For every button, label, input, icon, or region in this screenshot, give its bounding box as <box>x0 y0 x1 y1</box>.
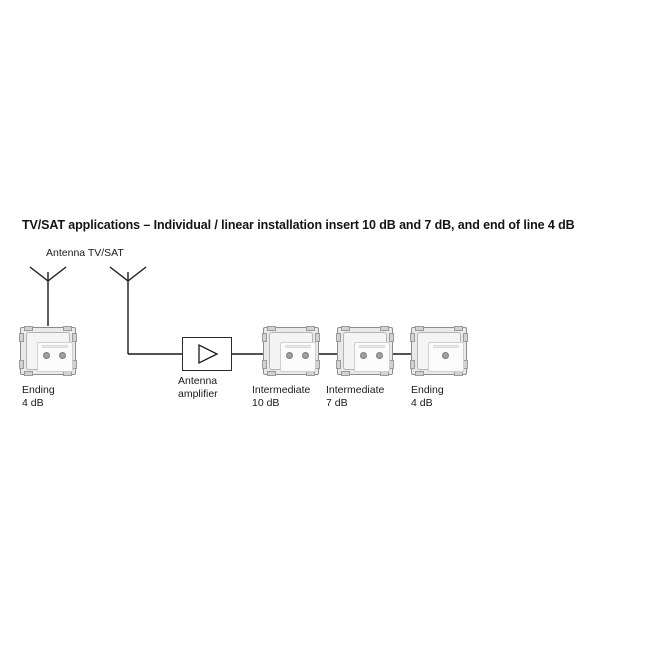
socket-hole <box>302 352 309 359</box>
socket-label-line2: 4 dB <box>411 397 433 409</box>
socket-claw <box>267 371 276 376</box>
socket-intermediate-7db[interactable] <box>337 327 393 375</box>
socket-slot <box>285 345 311 348</box>
socket-claw <box>19 333 24 342</box>
socket-claw <box>24 371 33 376</box>
socket-plate <box>26 332 70 370</box>
socket-claw <box>415 326 424 331</box>
socket-slot <box>433 345 459 348</box>
socket-hole <box>43 352 50 359</box>
diagram-title: TV/SAT applications – Individual / linear installation insert 10 dB and 7 dB, and end of line 4 dB <box>22 218 575 232</box>
socket-hole <box>360 352 367 359</box>
socket-claw <box>19 360 24 369</box>
socket-claw <box>24 326 33 331</box>
socket-ending-4db-label <box>411 384 444 410</box>
socket-claw <box>262 360 267 369</box>
socket-claw <box>336 333 341 342</box>
socket-label-line1: Intermediate <box>326 384 385 396</box>
socket-label-line1: Ending <box>411 384 444 396</box>
socket-claw <box>336 360 341 369</box>
socket-claw <box>315 333 320 342</box>
antenna-left-icon <box>30 267 66 326</box>
amplifier-label-line1: Antenna <box>178 375 218 387</box>
socket-ending-4db[interactable] <box>411 327 467 375</box>
antenna-amplifier-label <box>178 375 218 401</box>
socket-claw <box>410 333 415 342</box>
socket-plate <box>269 332 313 370</box>
socket-plate <box>417 332 461 370</box>
socket-label-line1: Intermediate <box>252 384 311 396</box>
socket-claw <box>267 326 276 331</box>
socket-claw <box>63 326 72 331</box>
triangle-amplifier-icon <box>183 338 231 370</box>
socket-label-line2: 7 dB <box>326 397 348 409</box>
socket-hole <box>286 352 293 359</box>
socket-claw <box>262 333 267 342</box>
socket-label-line1: Ending <box>22 384 55 396</box>
socket-slot <box>42 345 68 348</box>
socket-claw <box>415 371 424 376</box>
socket-slot <box>359 345 385 348</box>
socket-label-line2: 4 dB <box>22 397 44 409</box>
socket-ending-left[interactable] <box>20 327 76 375</box>
socket-label-line2: 10 dB <box>252 397 280 409</box>
antenna-amplifier[interactable] <box>182 337 232 371</box>
socket-claw <box>389 333 394 342</box>
socket-hole <box>442 352 449 359</box>
socket-ending-left-label <box>22 384 55 410</box>
socket-intermediate-7db-label <box>326 384 384 410</box>
socket-claw <box>72 333 77 342</box>
amplifier-label-line2: amplifier <box>178 388 218 400</box>
socket-claw <box>454 326 463 331</box>
antenna-right-icon <box>110 267 146 354</box>
socket-claw <box>341 326 350 331</box>
socket-claw <box>380 326 389 331</box>
socket-claw <box>341 371 350 376</box>
socket-claw <box>463 333 468 342</box>
socket-intermediate-10db-label <box>252 384 310 410</box>
socket-hole <box>59 352 66 359</box>
socket-claw <box>410 360 415 369</box>
socket-intermediate-10db[interactable] <box>263 327 319 375</box>
socket-plate <box>343 332 387 370</box>
socket-hole <box>376 352 383 359</box>
antenna-label: Antenna TV/SAT <box>46 247 124 259</box>
socket-claw <box>306 326 315 331</box>
